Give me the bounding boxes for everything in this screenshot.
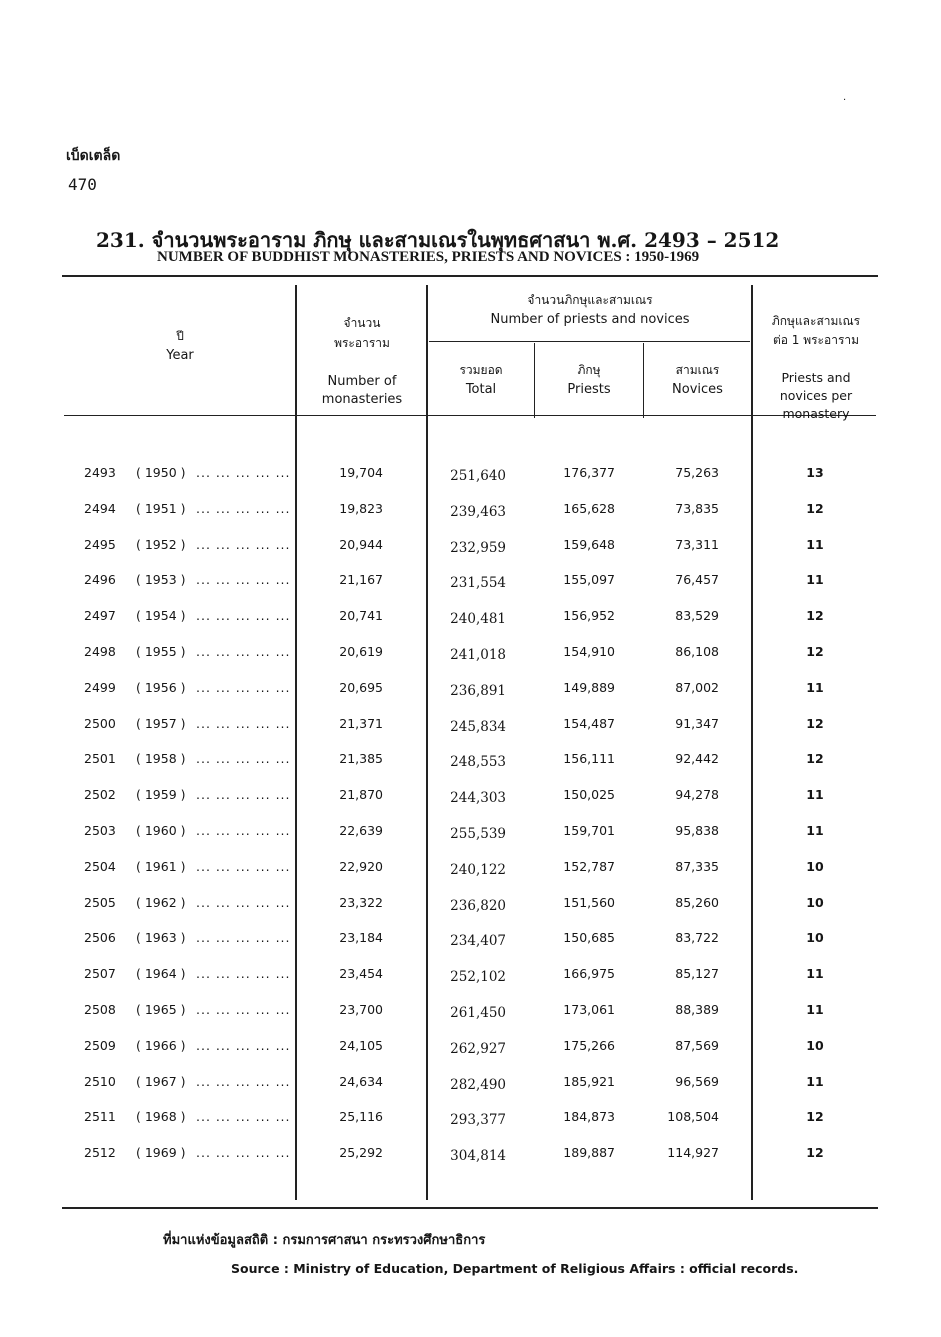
header-group-english: Number of priests and novices <box>490 312 690 327</box>
year-be-cell: 2507 <box>84 966 116 982</box>
priests-cell: 159,648 <box>563 536 615 552</box>
table-title-english: NUMBER OF BUDDHIST MONASTERIES, PRIESTS AND NOVICES : 1950-1969 <box>157 249 700 265</box>
year-ad-cell: ( 1966 ) <box>136 1037 186 1053</box>
leader-dots: ... ... ... ... ... <box>196 500 291 516</box>
priests-cell: 150,685 <box>563 930 615 946</box>
total-cell: 261,450 <box>450 1005 506 1021</box>
leader-dots: ... ... ... ... ... <box>196 1109 291 1125</box>
year-be-cell: 2502 <box>84 787 116 803</box>
source-thai: ที่มาแห่งข้อมูลสถิติ : กรมการศาสนา กระทรวงศึกษาธิการ <box>163 1233 486 1248</box>
year-ad-cell: ( 1951 ) <box>136 500 186 516</box>
header-priests <box>537 360 641 400</box>
year-ad-cell: ( 1952 ) <box>136 536 186 552</box>
ratio-cell: 10 <box>806 894 824 910</box>
priests-cell: 154,487 <box>563 715 615 731</box>
novices-cell: 91,347 <box>675 715 719 731</box>
monasteries-cell: 25,292 <box>339 1145 383 1161</box>
year-ad-cell: ( 1950 ) <box>136 465 186 480</box>
priests-cell: 152,787 <box>563 858 615 874</box>
header-monasteries-english: Number of monasteries <box>321 374 403 407</box>
monasteries-cell: 22,920 <box>339 858 383 874</box>
novices-cell: 75,263 <box>675 465 719 480</box>
novices-cell: 85,260 <box>675 894 719 910</box>
total-cell: 304,814 <box>450 1148 506 1165</box>
year-be-cell: 2505 <box>84 894 116 910</box>
ratio-cell: 12 <box>806 751 824 767</box>
table-row <box>0 1038 941 1058</box>
monasteries-cell: 23,322 <box>339 894 383 910</box>
year-ad-cell: ( 1965 ) <box>136 1002 186 1017</box>
ratio-cell: 11 <box>806 1073 824 1089</box>
header-total <box>430 360 532 400</box>
leader-dots: ... ... ... ... ... <box>196 572 291 588</box>
header-monasteries <box>300 293 424 429</box>
section-label: เบ็ดเตล็ด <box>66 148 121 164</box>
total-cell: 231,554 <box>450 575 506 592</box>
table-row <box>0 859 941 879</box>
year-be-cell: 2512 <box>84 1145 116 1161</box>
ratio-cell: 11 <box>806 787 824 803</box>
year-ad-cell: ( 1956 ) <box>136 679 186 695</box>
monasteries-cell: 24,105 <box>339 1037 383 1053</box>
ratio-cell: 13 <box>806 465 824 480</box>
monasteries-cell: 23,184 <box>339 930 383 946</box>
novices-cell: 94,278 <box>675 787 719 803</box>
novices-cell: 73,311 <box>675 536 719 552</box>
monasteries-cell: 19,704 <box>339 465 383 480</box>
leader-dots: ... ... ... ... ... <box>196 858 291 874</box>
novices-cell: 86,108 <box>675 644 719 659</box>
total-cell: 239,463 <box>450 503 506 520</box>
monasteries-cell: 20,695 <box>339 679 383 695</box>
header-year-thai: ปี <box>176 329 184 343</box>
header-year-english: Year <box>166 348 194 363</box>
header-total-thai: รวมยอด <box>459 363 503 377</box>
novices-cell: 85,127 <box>675 966 719 982</box>
page-number: 470 <box>68 175 97 194</box>
novices-cell: 83,722 <box>675 930 719 946</box>
table-bottom-rule <box>62 1207 878 1209</box>
year-ad-cell: ( 1963 ) <box>136 930 186 946</box>
table-row <box>0 572 941 592</box>
table-row <box>0 787 941 807</box>
novices-cell: 88,389 <box>675 1002 719 1017</box>
year-be-cell: 2501 <box>84 751 116 767</box>
monasteries-cell: 23,700 <box>339 1002 383 1017</box>
year-ad-cell: ( 1957 ) <box>136 715 186 731</box>
year-be-cell: 2510 <box>84 1073 116 1089</box>
year-ad-cell: ( 1964 ) <box>136 966 186 982</box>
source-english: Source : Ministry of Education, Department of Religious Affairs : official records. <box>231 1261 799 1276</box>
leader-dots: ... ... ... ... ... <box>196 894 291 910</box>
year-be-cell: 2498 <box>84 644 116 659</box>
year-ad-cell: ( 1968 ) <box>136 1109 186 1125</box>
header-novices <box>646 360 749 400</box>
table-row <box>0 537 941 557</box>
ratio-cell: 12 <box>806 1145 824 1161</box>
novices-cell: 87,569 <box>675 1037 719 1053</box>
priests-cell: 184,873 <box>563 1109 615 1125</box>
ratio-cell: 11 <box>806 572 824 588</box>
year-ad-cell: ( 1967 ) <box>136 1073 186 1089</box>
year-be-cell: 2506 <box>84 930 116 946</box>
year-ad-cell: ( 1953 ) <box>136 572 186 588</box>
table-row <box>0 608 941 628</box>
priests-cell: 185,921 <box>563 1073 615 1089</box>
leader-dots: ... ... ... ... ... <box>196 930 291 946</box>
year-be-cell: 2503 <box>84 823 116 838</box>
total-cell: 245,834 <box>450 718 506 735</box>
table-row <box>0 716 941 736</box>
monasteries-cell: 21,371 <box>339 715 383 731</box>
header-total-english: Total <box>465 382 497 397</box>
novices-cell: 95,838 <box>675 823 719 838</box>
monasteries-cell: 24,634 <box>339 1073 383 1089</box>
table-row <box>0 465 941 485</box>
priests-cell: 176,377 <box>563 465 615 480</box>
monasteries-cell: 22,639 <box>339 823 383 838</box>
header-group-thai: จำนวนภิกษุและสามเณร <box>527 293 653 307</box>
table-row <box>0 1002 941 1022</box>
leader-dots: ... ... ... ... ... <box>196 1037 291 1053</box>
header-bottom-rule <box>64 415 876 416</box>
total-cell: 240,481 <box>450 611 506 628</box>
ratio-cell: 11 <box>806 536 824 552</box>
total-cell: 232,959 <box>450 539 506 556</box>
ratio-cell: 12 <box>806 644 824 659</box>
monasteries-cell: 23,454 <box>339 966 383 982</box>
ratio-cell: 12 <box>806 1109 824 1125</box>
total-cell: 255,539 <box>450 826 506 842</box>
ratio-cell: 11 <box>806 679 824 695</box>
year-ad-cell: ( 1961 ) <box>136 858 186 874</box>
year-be-cell: 2504 <box>84 858 116 874</box>
ratio-cell: 11 <box>806 966 824 982</box>
table-row <box>0 930 941 950</box>
monasteries-cell: 21,167 <box>339 572 383 588</box>
table-row <box>0 895 941 915</box>
ratio-cell: 10 <box>806 1037 824 1053</box>
priests-cell: 156,111 <box>563 751 615 767</box>
stray-mark: · <box>843 95 847 106</box>
total-cell: 282,490 <box>450 1076 506 1093</box>
table-row <box>0 644 941 664</box>
col-divider-novices <box>751 285 753 1200</box>
table-row <box>0 966 941 986</box>
header-monasteries-thai: จำนวน พระอาราม <box>334 316 390 350</box>
ratio-cell: 12 <box>806 608 824 624</box>
total-cell: 262,927 <box>450 1040 506 1057</box>
novices-cell: 87,335 <box>675 858 719 874</box>
leader-dots: ... ... ... ... ... <box>196 1073 291 1089</box>
ratio-cell: 12 <box>806 500 824 516</box>
header-ratio-thai: ภิกษุและสามเณร ต่อ 1 พระอาราม <box>771 314 861 347</box>
ratio-cell: 12 <box>806 715 824 731</box>
subheader-rule <box>429 341 750 342</box>
leader-dots: ... ... ... ... ... <box>196 679 291 695</box>
leader-dots: ... ... ... ... ... <box>196 966 291 982</box>
monasteries-cell: 20,944 <box>339 536 383 552</box>
novices-cell: 96,569 <box>675 1073 719 1089</box>
leader-dots: ... ... ... ... ... <box>196 536 291 552</box>
header-year <box>70 326 290 366</box>
year-be-cell: 2493 <box>84 465 116 480</box>
leader-dots: ... ... ... ... ... <box>196 787 291 803</box>
table-row <box>0 680 941 700</box>
total-cell: 248,553 <box>450 754 506 771</box>
total-cell: 293,377 <box>450 1112 506 1129</box>
monasteries-cell: 20,619 <box>339 644 383 659</box>
ratio-cell: 10 <box>806 930 824 946</box>
header-ratio <box>756 293 876 442</box>
col-divider-year <box>295 285 297 1200</box>
priests-cell: 151,560 <box>563 894 615 910</box>
year-be-cell: 2499 <box>84 679 116 695</box>
novices-cell: 92,442 <box>675 751 719 767</box>
priests-cell: 173,061 <box>563 1002 615 1017</box>
year-be-cell: 2500 <box>84 715 116 731</box>
col-divider-total <box>534 343 535 418</box>
year-be-cell: 2509 <box>84 1037 116 1053</box>
monasteries-cell: 21,385 <box>339 751 383 767</box>
novices-cell: 87,002 <box>675 679 719 695</box>
year-ad-cell: ( 1962 ) <box>136 894 186 910</box>
year-be-cell: 2494 <box>84 500 116 516</box>
col-divider-monasteries <box>426 285 428 1200</box>
ratio-cell: 11 <box>806 823 824 838</box>
year-ad-cell: ( 1959 ) <box>136 787 186 803</box>
table-row <box>0 751 941 771</box>
priests-cell: 189,887 <box>563 1145 615 1161</box>
year-ad-cell: ( 1969 ) <box>136 1145 186 1161</box>
table-row <box>0 1109 941 1129</box>
priests-cell: 175,266 <box>563 1037 615 1053</box>
total-cell: 241,018 <box>450 647 506 663</box>
leader-dots: ... ... ... ... ... <box>196 1002 291 1017</box>
table-row <box>0 501 941 521</box>
priests-cell: 159,701 <box>563 823 615 838</box>
novices-cell: 76,457 <box>675 572 719 588</box>
leader-dots: ... ... ... ... ... <box>196 751 291 767</box>
novices-cell: 83,529 <box>675 608 719 624</box>
leader-dots: ... ... ... ... ... <box>196 644 291 659</box>
leader-dots: ... ... ... ... ... <box>196 715 291 731</box>
year-ad-cell: ( 1960 ) <box>136 823 186 838</box>
novices-cell: 114,927 <box>667 1145 719 1161</box>
year-ad-cell: ( 1955 ) <box>136 644 186 659</box>
total-cell: 236,820 <box>450 897 506 914</box>
leader-dots: ... ... ... ... ... <box>196 823 291 838</box>
table-top-rule <box>62 275 878 277</box>
header-novices-thai: สามเณร <box>675 363 720 377</box>
leader-dots: ... ... ... ... ... <box>196 465 291 480</box>
priests-cell: 149,889 <box>563 679 615 695</box>
novices-cell: 108,504 <box>667 1109 719 1125</box>
total-cell: 236,891 <box>450 682 506 699</box>
header-priests-english: Priests <box>567 382 611 397</box>
year-be-cell: 2511 <box>84 1109 116 1125</box>
header-ratio-english: Priests and novices per monastery <box>779 370 853 421</box>
year-be-cell: 2495 <box>84 536 116 552</box>
priests-cell: 150,025 <box>563 787 615 803</box>
monasteries-cell: 25,116 <box>339 1109 383 1125</box>
year-ad-cell: ( 1954 ) <box>136 608 186 624</box>
total-cell: 234,407 <box>450 933 506 950</box>
year-be-cell: 2508 <box>84 1002 116 1017</box>
ratio-cell: 11 <box>806 1002 824 1017</box>
total-cell: 251,640 <box>450 468 506 484</box>
leader-dots: ... ... ... ... ... <box>196 1145 291 1161</box>
header-priests-thai: ภิกษุ <box>577 363 601 377</box>
total-cell: 252,102 <box>450 969 506 986</box>
table-row <box>0 823 941 843</box>
novices-cell: 73,835 <box>675 500 719 516</box>
priests-cell: 154,910 <box>563 644 615 659</box>
header-priests-novices-group <box>430 290 750 330</box>
priests-cell: 166,975 <box>563 966 615 982</box>
header-novices-english: Novices <box>672 382 723 397</box>
ratio-cell: 10 <box>806 858 824 874</box>
monasteries-cell: 19,823 <box>339 500 383 516</box>
priests-cell: 165,628 <box>563 500 615 516</box>
year-ad-cell: ( 1958 ) <box>136 751 186 767</box>
leader-dots: ... ... ... ... ... <box>196 608 291 624</box>
table-title-thai: 231. จำนวนพระอาราม ภิกษุ และสามเณรในพุทธศาสนา พ.ศ. 2493 – 2512 <box>96 228 780 252</box>
year-be-cell: 2497 <box>84 608 116 624</box>
priests-cell: 155,097 <box>563 572 615 588</box>
table-row <box>0 1145 941 1165</box>
monasteries-cell: 20,741 <box>339 608 383 624</box>
monasteries-cell: 21,870 <box>339 787 383 803</box>
year-be-cell: 2496 <box>84 572 116 588</box>
col-divider-priests <box>643 343 644 418</box>
total-cell: 244,303 <box>450 790 506 807</box>
priests-cell: 156,952 <box>563 608 615 624</box>
total-cell: 240,122 <box>450 861 506 878</box>
table-row <box>0 1074 941 1094</box>
